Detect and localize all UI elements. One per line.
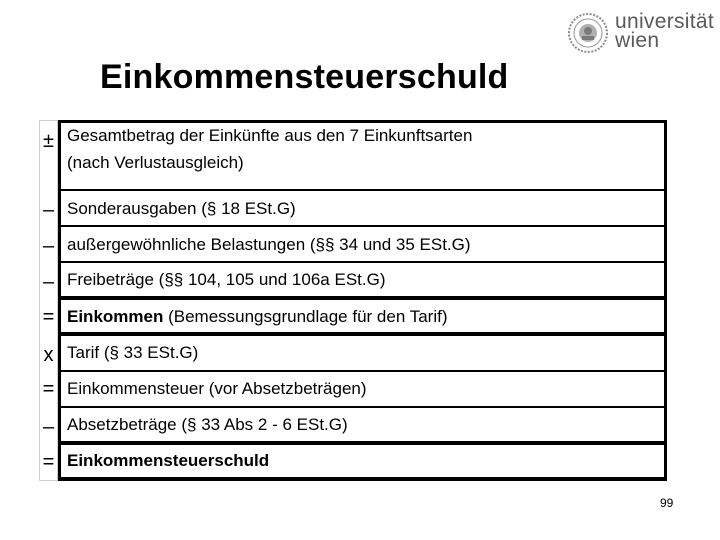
- row-operator: =: [42, 451, 55, 473]
- row-text-bold: Einkommensteuerschuld: [67, 451, 270, 470]
- row-text: [67, 448, 269, 473]
- row-operator: –: [42, 271, 55, 293]
- table-row: [39, 445, 667, 481]
- row-operator: ±: [43, 130, 54, 152]
- row-text: außergewöhnliche Belastungen (§§ 34 und 35 ESt.G): [67, 235, 471, 254]
- row-text: Freibeträge (§§ 104, 105 und 106a ESt.G): [67, 270, 386, 289]
- row-text-rest: (Bemessungsgrundlage für den Tarif): [163, 307, 448, 326]
- tax-calculation-table: [39, 120, 666, 481]
- row-operator: –: [42, 235, 55, 257]
- row-operator: =: [42, 378, 55, 400]
- table-row: [39, 263, 667, 300]
- row-text: Gesamtbetrag der Einkünfte aus den 7 Einkunftsarten: [67, 126, 473, 145]
- row-text: Sonderausgaben (§ 18 ESt.G): [67, 199, 296, 218]
- row-operator: =: [42, 306, 55, 328]
- page-title: Einkommensteuerschuld: [100, 58, 509, 96]
- university-logo: [567, 10, 715, 56]
- row-operator: x: [43, 344, 54, 366]
- logo-line-2: wien: [615, 29, 660, 52]
- row-text-continued: (nach Verlustausgleich): [67, 153, 244, 172]
- row-text: Einkommensteuer (vor Absetzbeträgen): [67, 379, 367, 398]
- row-text: Absetzbeträge (§ 33 Abs 2 - 6 ESt.G): [67, 415, 348, 434]
- page-number: 99: [660, 496, 674, 510]
- row-text-bold: Einkommen: [67, 307, 164, 326]
- table-row: [39, 120, 667, 191]
- row-operator: –: [42, 416, 55, 438]
- table-row: [39, 191, 667, 227]
- row-text: [67, 304, 447, 329]
- table-row: [39, 408, 667, 445]
- row-operator: –: [42, 199, 55, 221]
- university-seal-icon: [567, 12, 609, 54]
- table-row: [39, 336, 667, 372]
- logo-line-1: universität: [615, 10, 715, 33]
- row-text: Tarif (§ 33 ESt.G): [67, 343, 199, 362]
- table-row: [39, 372, 667, 408]
- table-row: [39, 300, 667, 336]
- table-row: [39, 227, 667, 263]
- university-wordmark: [615, 12, 714, 50]
